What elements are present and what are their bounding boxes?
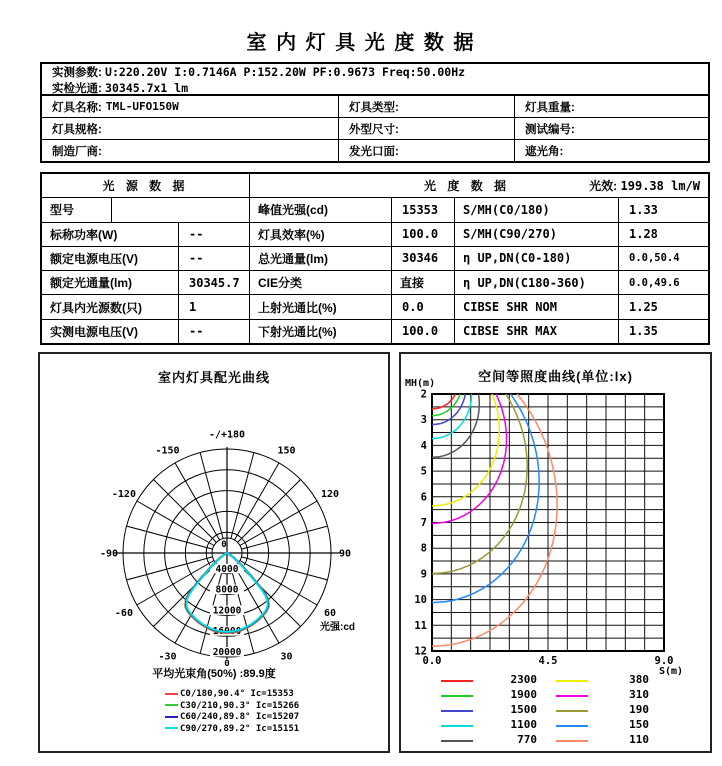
y-tick-10: 10 [414,594,427,607]
x-axis-label: S(m) [659,666,684,677]
y-tick-8: 8 [420,542,427,555]
luminaire-spec-cell: 灯具规格: [42,118,339,139]
legend-swatch [556,725,588,727]
legend-label: C90/270,89.2° Ic=15151 [180,723,300,734]
polar-legend-item [165,701,299,711]
y-tick-5: 5 [420,465,427,478]
polar-zero-top-label: 0 [221,540,227,550]
iso-legend [401,354,710,751]
polar-angle-label-30: 30 [280,651,293,663]
legend-swatch [556,740,588,742]
intensity-unit-label: 光强:cd [320,622,355,633]
legend-swatch [165,727,178,729]
y-axis-label: MH(m) [405,378,436,389]
measured-flux-line [52,81,708,97]
polar-legend-item [165,712,299,722]
polar-legend [40,354,388,751]
polar-ring-label-12000: 12000 [212,605,242,617]
polar-legend-item [165,689,294,699]
measured-params-value: U:220.20V I:0.7146A P:152.20W PF:0.9673 Freq:50.00Hz [105,65,466,79]
y-tick-4: 4 [420,439,427,452]
x-tick-9.0: 9.0 [654,655,674,667]
photometric-header [250,174,708,197]
legend-label: 2300 [510,673,537,686]
table-row: 额定光通量(lm) 30345.7 CIE分类 直接 η UP,DN(C180-360) 0.0,49.6 [42,271,708,295]
table-header-row [42,174,708,198]
legend-label: 770 [517,733,537,746]
measured-flux-value: 30345.7x1 lm [105,81,189,95]
measured-params-line [52,65,708,81]
polar-legend-item [165,724,299,734]
luminaire-weight-cell: 灯具重量: [525,101,575,114]
legend-swatch [441,725,473,727]
efficacy: 光效: 199.38 lm/W [589,179,700,194]
legend-label: 150 [629,718,649,731]
polar-angle-label--120: -120 [111,489,136,500]
table-row: 额定电源电压(V) -- 总光通量(lm) 30346 η UP,DN(C0-180) 0.0,50.4 [42,247,708,271]
peak-intensity-value: 15353 [392,198,455,221]
y-tick-6: 6 [420,491,427,504]
photometric-header-label: 光 度 数 据 [424,179,511,194]
polar-ring-label-16000: 16000 [212,626,242,638]
luminaire-name-value: TML-UFO150W [105,100,179,113]
table-row: 实测电源电压(V) -- 下射光通比(%) 100.0 CIBSE SHR MAX 1.35 [42,320,708,343]
table-row: 标称功率(W) -- 灯具效率(%) 100.0 S/MH(C90/270) 1.28 [42,223,708,247]
table-row [42,118,708,140]
legend-label: 1900 [510,688,537,701]
page-title: 室 内 灯 具 光 度 数 据 [246,32,476,54]
shielding-angle-cell: 遮光角: [525,145,564,158]
measured-params-label: 实测参数: [52,67,102,79]
polar-angle-label-120: 120 [321,489,340,500]
polar-ring-label-8000: 8000 [215,584,239,596]
efficiency-value: 100.0 [392,223,455,246]
polar-angle-label-150: 150 [277,445,296,457]
legend-label: 380 [629,673,649,686]
polar-ring-label-4000: 4000 [215,563,239,575]
rated-flux-value: 30345.7 [179,271,250,294]
legend-swatch [165,704,178,706]
legend-label: 310 [629,688,649,701]
legend-label: C60/240,89.8° Ic=15207 [180,712,300,722]
y-tick-12: 12 [414,645,427,658]
efficacy-value: 199.38 lm/W [620,179,700,194]
table-row [42,96,708,118]
photometric-data-table [40,172,710,345]
legend-label: 190 [629,703,649,716]
iso-chart-title: 空间等照度曲线(单位:lx) [478,369,633,384]
y-tick-2: 2 [420,388,427,401]
legend-swatch [556,680,588,682]
table-row: 灯具内光源数(只) 1 上射光通比(%) 0.0 CIBSE SHR NOM 1.25 [42,295,708,319]
legend-label: C0/180,90.4° Ic=15353 [180,689,294,699]
polar-angle-label--/+180: -/+180 [208,429,246,441]
source-data-header: 光 源 数 据 [42,174,250,197]
measured-params-box [40,62,710,96]
luminaire-name-cell: 灯具名称: TML-UFO150W [42,96,339,117]
beam-angle-note: 平均光束角(50%) :89.9度 [152,668,276,680]
polar-angle-label--60: -60 [114,608,133,619]
test-number-cell: 测试编号: [525,123,575,136]
y-tick-7: 7 [420,517,427,529]
manufacturer-cell: 制造厂商: [42,140,339,161]
legend-swatch [556,695,588,697]
total-flux-value: 30346 [392,247,455,270]
polar-angle-label--30: -30 [158,651,177,663]
table-row: 型号 峰值光强(cd) 15353 S/MH(C0/180) 1.33 [42,198,708,222]
legend-swatch [441,710,473,712]
legend-swatch [441,695,473,697]
legend-swatch [441,740,473,742]
y-tick-3: 3 [420,414,427,427]
legend-label: 110 [629,733,649,746]
table-row [42,140,708,161]
x-tick-0.0: 0.0 [422,655,442,667]
x-tick-4.5: 4.5 [538,655,558,667]
polar-angle-label-90: 90 [338,548,352,560]
luminaire-type-cell: 灯具类型: [339,96,515,117]
model-label: 型号 [42,198,112,221]
y-tick-9: 9 [420,568,427,581]
polar-angle-label-60: 60 [324,608,337,619]
emitting-surface-cell: 发光口面: [339,140,515,161]
legend-swatch [441,680,473,682]
iso-illuminance-panel [399,352,712,753]
polar-angle-label--150: -150 [155,445,180,457]
outline-size-cell: 外型尺寸: [339,118,515,139]
luminaire-info-table [40,96,710,163]
legend-label: C30/210,90.3° Ic=15266 [180,700,300,711]
legend-label: 1100 [510,718,537,731]
model-value [112,198,250,221]
legend-label: 1500 [510,703,537,716]
polar-distribution-panel [38,352,390,753]
legend-swatch [165,693,178,695]
polar-chart-title: 室内灯具配光曲线 [157,370,270,385]
polar-ring-label-20000: 20000 [212,647,242,658]
y-tick-11: 11 [414,619,427,632]
polar-zero-bottom-label: 0 [224,659,230,669]
legend-swatch [165,716,178,718]
polar-angle-label--90: -90 [99,548,119,560]
measured-flux-label: 实检光通: [52,83,102,95]
cie-class-value: 直接 [392,271,455,294]
legend-swatch [556,710,588,712]
